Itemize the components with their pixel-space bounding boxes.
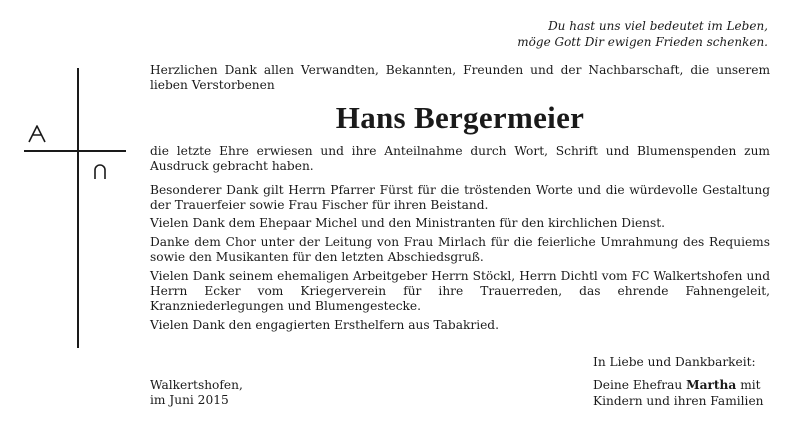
notice-body — [150, 63, 770, 336]
date: im Juni 2015 — [150, 393, 229, 408]
signature-block — [593, 355, 764, 409]
motto-line-2: möge Gott Dir ewigen Frieden schenken. — [517, 35, 768, 49]
omega-symbol-icon — [92, 162, 108, 180]
thanks-paragraph: Besonderer Dank gilt Herrn Pfarrer Fürst für die tröstenden Worte und die würdevolle Gestaltung der Trauerfeier sowie Frau Fischer für ihren Beistand. — [150, 182, 770, 213]
signature-prefix: Deine Ehefrau — [593, 378, 683, 393]
signature-name: Martha — [686, 378, 737, 393]
thanks-paragraph: Danke dem Chor unter der Leitung von Frau Mirlach für die feierliche Umrahmung des Requiems sowie den Musikanten für den letzten Abschiedsgruß. — [150, 234, 770, 265]
alpha-symbol-icon — [26, 124, 48, 144]
place-and-date — [150, 378, 243, 409]
motto-verse — [517, 18, 768, 50]
thanks-paragraph: Vielen Dank seinem ehemaligen Arbeitgeber Herrn Stöckl, Herrn Dichtl vom FC Walkertshofen und Herrn Ecker vom Kriegerverein für ihre Trauerreden, das ehrende Fahnengeleit, Kranzniederlegungen und Blumengestecke. — [150, 268, 770, 314]
closing-line: In Liebe und Dankbarkeit: — [593, 355, 756, 369]
signature-suffix: mit — [740, 378, 761, 393]
signature-line-2: Kindern und ihren Familien — [593, 393, 764, 408]
cross-horizontal-beam — [24, 150, 126, 152]
signature-line-1 — [593, 378, 764, 393]
place: Walkertshofen, — [150, 378, 243, 392]
motto-line-1: Du hast uns viel bedeutet im Leben, — [548, 19, 768, 33]
deceased-name: Hans Bergermeier — [335, 99, 585, 135]
intro-text: Herzlichen Dank allen Verwandten, Bekannten, Freunden und der Nachbarschaft, die unserem lieben Verstorbenen — [150, 63, 770, 93]
thanks-paragraph: Vielen Dank den engagierten Ersthelfern aus Tabakried. — [150, 317, 499, 332]
cross-vertical-beam — [77, 68, 79, 348]
acknowledgement-text: die letzte Ehre erwiesen und ihre Anteilnahme durch Wort, Schrift und Blumenspenden zum Ausdruck gebracht haben. — [150, 143, 770, 174]
thanks-paragraph: Vielen Dank dem Ehepaar Michel und den Ministranten für den kirchlichen Dienst. — [150, 216, 666, 231]
